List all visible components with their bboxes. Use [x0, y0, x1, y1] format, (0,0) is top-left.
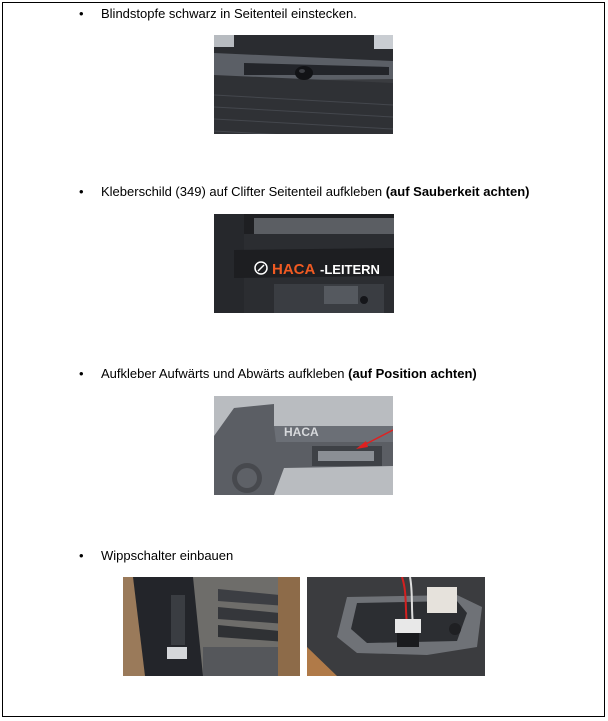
- photo-aufkleber: [214, 396, 393, 495]
- bullet: •: [79, 548, 84, 563]
- photo-wippschalter-innen: [307, 577, 485, 676]
- bullet: •: [79, 6, 84, 21]
- leitern-logo-text: -LEITERN: [320, 262, 380, 277]
- step-3-text: Aufkleber Aufwärts und Abwärts aufkleben (auf Position achten): [101, 366, 477, 381]
- bullet: •: [79, 366, 84, 381]
- step-4-text: Wippschalter einbauen: [101, 548, 234, 563]
- haca-logo-text: HACA: [272, 261, 316, 278]
- photo-kleberschild: [214, 214, 394, 313]
- photo-blindstopfe: [214, 35, 393, 134]
- step-1-text: Blindstopfe schwarz in Seitenteil einstecken.: [101, 6, 357, 21]
- step-2-text: Kleberschild (349) auf Clifter Seitenteil aufkleben (auf Sauberkeit achten): [101, 184, 530, 199]
- bullet: •: [79, 184, 84, 199]
- haca-logo-text: HACA: [284, 425, 319, 439]
- photo-wippschalter-aussen: [123, 577, 300, 676]
